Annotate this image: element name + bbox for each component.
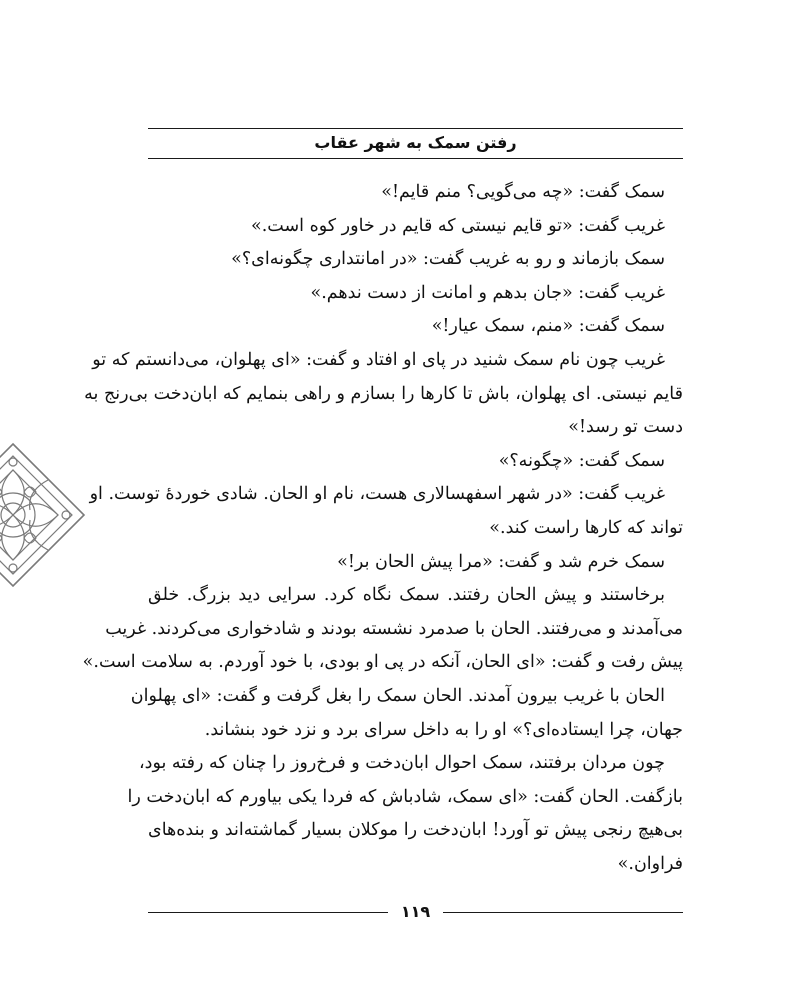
footer-left-rule [148, 912, 388, 913]
text-line: سمک بازماند و رو به غریب گفت: «در امانتداری چگونه‌ای؟» [231, 249, 665, 270]
text-line: غریب گفت: «تو قایم نیستی که قایم در خاور کوه است.» [251, 215, 665, 236]
text-line: تواند که کارها راست کند.» [489, 517, 683, 538]
text-line: فراوان.» [617, 853, 683, 874]
text-line: سمک گفت: «چگونه؟» [498, 450, 665, 471]
text-line: بی‌هیچ رنجی پیش تو آورد! ابان‌دخت را موکلان بسیار گماشته‌اند و بنده‌های [148, 820, 683, 841]
text-line: بازگفت. الحان گفت: «ای سمک، شادباش که فردا یکی بیاورم که ابان‌دخت را [127, 786, 683, 807]
text-line: غریب گفت: «در شهر اسفهسالاری هست، نام او الحان. شادی خوردهٔ توست. او [89, 484, 665, 505]
text-line: سمک خرم شد و گفت: «مرا پیش الحان بر!» [337, 551, 665, 572]
text-line: جهان، چرا ایستاده‌ای؟» او را به داخل سرای برد و نزد خود بنشاند. [204, 719, 683, 740]
floral-arabesque-ornament-icon [0, 440, 88, 590]
text-line: برخاستند و پیش الحان رفتند. سمک نگاه کرد. سرایی دید بزرگ. خلق [148, 585, 665, 606]
text-line: غریب گفت: «جان بدهم و امانت از دست ندهم.» [310, 282, 665, 303]
header-top-rule [148, 128, 683, 129]
text-line: می‌آمدند و می‌رفتند. الحان با صدمرد نشسته بودند و شادخواری می‌کردند. غریب [105, 618, 683, 639]
text-line: دست تو رسد!» [568, 417, 683, 438]
text-line: چون مردان برفتند، سمک احوال ابان‌دخت و فرخ‌روز را چنان که رفته بود، [139, 753, 665, 774]
text-line: سمک گفت: «چه می‌گویی؟ منم قایم!» [381, 182, 665, 202]
text-line: سمک گفت: «منم، سمک عیار!» [431, 316, 665, 337]
page-number: ۱۱۹ [400, 902, 431, 921]
text-line: الحان با غریب بیرون آمدند. الحان سمک را بغل گرفت و گفت: «ای پهلوان [130, 685, 665, 706]
text-line: پیش رفت و گفت: «ای الحان، آنکه در پی او بودی، با خود آوردم. به سلامت است.» [82, 652, 683, 673]
running-header-title: رفتن سمک به شهر عقاب [314, 133, 517, 152]
text-line: قایم نیستی. ای پهلوان، باش تا کارها را بسازم و راهی بنمایم که ابان‌دخت بی‌رنج به [84, 383, 683, 404]
text-line: غریب چون نام سمک شنید در پای او افتاد و گفت: «ای پهلوان، می‌دانستم که تو [92, 349, 665, 370]
main-text-body [82, 176, 683, 881]
footer-right-rule [443, 912, 683, 913]
page-footer [148, 900, 683, 924]
header-bottom-rule [148, 158, 683, 159]
